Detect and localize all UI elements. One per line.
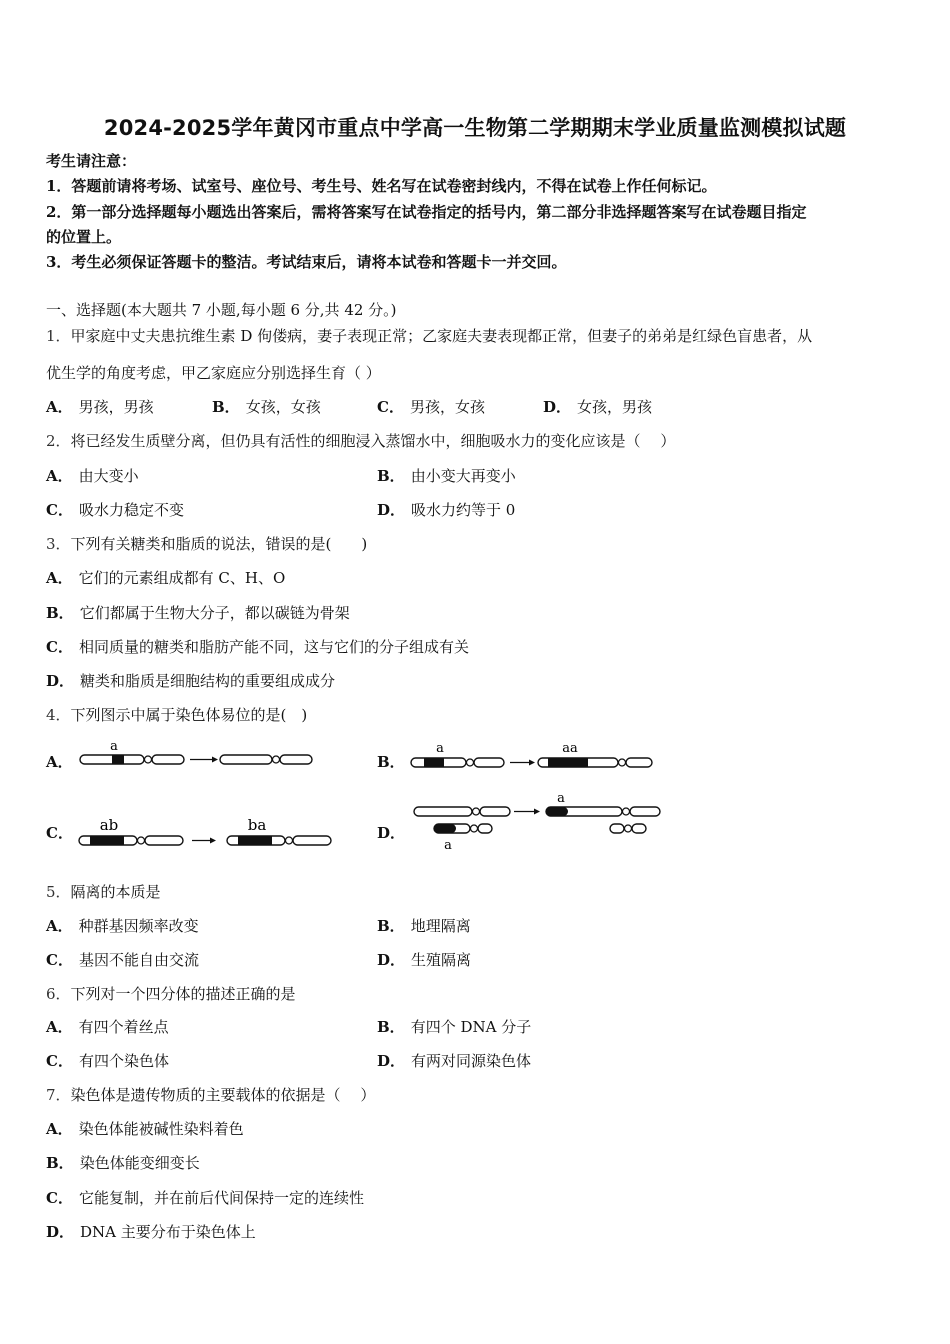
arrow-head-icon [210,838,216,844]
option-key: B． [377,467,405,485]
option-text: 由大变小 [78,467,139,485]
arrow-head-icon [212,757,218,763]
option-d[interactable] [377,1051,531,1071]
question-6-stem [46,984,296,1004]
gene-segment [546,807,568,816]
option-key: C． [377,398,404,416]
figure-a-chromosomes [78,738,318,770]
option-key: A． [46,1120,73,1138]
option-c[interactable] [46,1051,169,1071]
option-text: 男孩，女孩 [409,398,485,416]
chromosome-arm [626,758,652,767]
option-key: D． [543,398,572,416]
centromere [619,759,626,766]
page-title: 2024-2025学年黄冈市重点中学高一生物第二学期期末学业质量监测模拟试题 [103,116,847,140]
chromosome-arm [152,755,184,764]
option-b[interactable] [377,916,471,936]
chromosome-arm [220,755,272,764]
centromere [625,825,632,832]
centromere [286,837,293,844]
gene-label: aa [562,741,578,756]
option-d[interactable] [46,1222,256,1242]
chromosome-arm [474,758,504,767]
notice-item: 的位置上。 [46,228,122,246]
question-1-stem [46,326,812,346]
option-key: A． [46,398,73,416]
option-a[interactable] [46,916,199,936]
option-d[interactable] [377,500,515,520]
option-text: 染色体能被碱性染料着色 [78,1120,244,1138]
question-7-stem [46,1085,375,1105]
question-number: 2． [46,432,71,450]
option-key: C． [46,1052,73,1070]
notice-item: 2．第一部分选择题每小题选出答案后，需将答案写在试卷指定的括号内，第二部分非选择题答案写在试卷题目指定 [46,203,807,221]
option-a[interactable] [46,752,79,772]
option-b[interactable] [377,466,516,486]
centromere [473,808,480,815]
gene-segment [238,836,272,845]
gene-label: a [110,739,118,754]
question-number: 7． [46,1086,71,1104]
chromosome-arm [610,824,624,833]
question-text: 将已经发生质壁分离，但仍具有活性的细胞浸入蒸馏水中，细胞吸水力的变化应该是（ ） [70,432,676,450]
gene-label: ba [247,816,267,834]
option-text: 它们的元素组成都有 C、H、O [78,569,286,587]
question-text: 下列有关糖类和脂质的说法，错误的是( ) [70,535,368,553]
option-d[interactable] [543,397,652,417]
option-text: 它们都属于生物大分子，都以碳链为骨架 [79,604,350,622]
option-c[interactable] [46,500,184,520]
question-number: 4． [46,706,71,724]
question-2-stem [46,431,675,451]
question-number: 1． [46,327,71,345]
option-text: 女孩，男孩 [577,398,653,416]
figure-c-chromosomes [76,813,336,853]
option-b[interactable] [377,1017,531,1037]
option-b[interactable] [212,397,321,417]
option-d[interactable] [377,950,471,970]
option-key: C． [46,501,73,519]
option-a[interactable] [46,568,285,588]
chromosome-arm [630,807,660,816]
question-4-stem [46,705,307,725]
gene-segment [424,758,444,767]
gene-segment [548,758,588,767]
centromere [138,837,145,844]
option-d[interactable] [46,671,335,691]
option-a[interactable] [46,466,139,486]
option-key: C． [46,824,73,842]
gene-segment [90,836,124,845]
gene-label: a [436,741,444,756]
option-key: C． [46,951,73,969]
option-text: 有四个 DNA 分子 [410,1018,532,1036]
option-key: D． [377,824,406,842]
option-text: 基因不能自由交流 [78,951,199,969]
option-key: D． [46,1223,75,1241]
option-text: 染色体能变细变长 [79,1154,200,1172]
option-key: B． [377,753,405,771]
option-b[interactable] [46,603,350,623]
option-text: 它能复制，并在前后代间保持一定的连续性 [78,1189,364,1207]
gene-segment [112,755,124,764]
chromosome-arm [280,755,312,764]
option-key: B． [377,917,405,935]
option-text: 吸水力稳定不变 [78,501,184,519]
option-key: A． [46,467,73,485]
question-text: 甲家庭中丈夫患抗维生素 D 佝偻病，妻子表现正常；乙家庭夫妻表现都正常，但妻子的弟弟是红绿色盲患者，从 [70,327,813,345]
option-text: 有四个着丝点 [78,1018,169,1036]
option-text: 有四个染色体 [78,1052,169,1070]
option-text: 女孩，女孩 [245,398,321,416]
option-key: D． [377,1052,406,1070]
question-text: 下列图示中属于染色体易位的是( ) [70,706,308,724]
option-text: 由小变大再变小 [410,467,516,485]
question-number: 3． [46,535,71,553]
notice-item: 3．考生必须保证答题卡的整洁。考试结束后，请将本试卷和答题卡一并交回。 [46,253,567,271]
option-key: B． [377,1018,405,1036]
option-c[interactable] [377,397,485,417]
option-text: 相同质量的糖类和脂肪产能不同，这与它们的分子组成有关 [78,638,469,656]
chromosome-arm [145,836,183,845]
option-text: 吸水力约等于 0 [411,501,516,519]
option-text: 种群基因频率改变 [78,917,199,935]
question-number: 5． [46,883,71,901]
option-text: DNA 主要分布于染色体上 [80,1223,256,1241]
option-key: C． [46,1189,73,1207]
option-key: D． [46,672,75,690]
option-b[interactable] [46,1153,200,1173]
question-number: 6． [46,985,71,1003]
option-key: A． [46,1018,73,1036]
option-key: A． [46,569,73,587]
option-a[interactable] [46,1017,169,1037]
option-key: D． [377,501,406,519]
option-b[interactable] [377,752,411,772]
option-text: 生殖隔离 [411,951,472,969]
chromosome-arm [293,836,331,845]
centromere [145,756,152,763]
question-3-stem [46,534,367,554]
gene-label: ab [99,816,119,834]
question-text: 染色体是遗传物质的主要载体的依据是（ ） [70,1086,376,1104]
option-key: A． [46,917,73,935]
option-key: A． [46,753,73,771]
option-a[interactable] [46,397,154,417]
section-heading: 一、选择题(本大题共 7 小题,每小题 6 分,共 42 分。) [46,301,397,319]
chromosome-arm [478,824,492,833]
centromere [471,825,478,832]
question-text: 下列对一个四分体的描述正确的是 [70,985,296,1003]
gene-label: a [444,838,452,853]
centromere [273,756,280,763]
notice-heading: 考生请注意： [46,152,137,170]
option-text: 地理隔离 [410,917,471,935]
figure-b-chromosomes [408,740,658,772]
option-key: B． [46,1154,74,1172]
arrow-head-icon [529,760,535,766]
option-text: 糖类和脂质是细胞结构的重要组成成分 [80,672,336,690]
notice-item: 1．答题前请将考场、试室号、座位号、考生号、姓名写在试卷密封线内，不得在试卷上作任何标记。 [46,177,717,195]
gene-label: a [557,791,565,806]
chromosome-arm [414,807,472,816]
chromosome-arm [480,807,510,816]
option-c[interactable] [46,1188,364,1208]
centromere [467,759,474,766]
option-c[interactable] [46,950,199,970]
chromosome-arm [632,824,646,833]
figure-d-chromosomes [410,790,670,854]
option-key: D． [377,951,406,969]
option-key: B． [212,398,240,416]
option-text: 男孩，男孩 [78,398,154,416]
option-c[interactable] [46,637,469,657]
question-text: 隔离的本质是 [70,883,161,901]
centromere [623,808,630,815]
question-1-stem-cont: 优生学的角度考虑，甲乙家庭应分别选择生育（ ） [46,364,381,382]
option-d[interactable] [377,823,411,843]
option-c[interactable] [46,823,79,843]
option-text: 有两对同源染色体 [411,1052,532,1070]
option-key: C． [46,638,73,656]
gene-segment [434,824,456,833]
option-key: B． [46,604,74,622]
arrow-head-icon [534,809,540,815]
question-5-stem [46,882,161,902]
option-a[interactable] [46,1119,244,1139]
